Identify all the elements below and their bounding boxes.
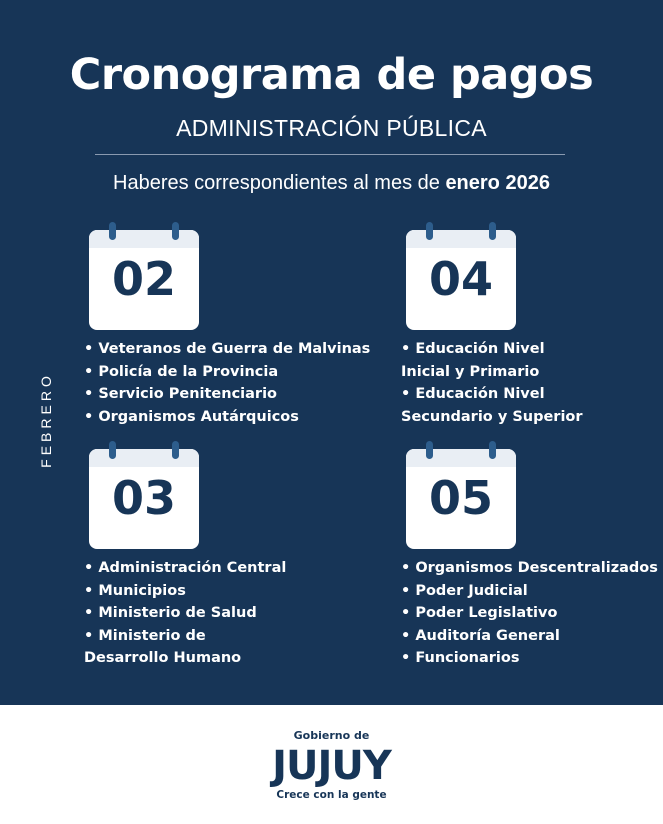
list-item: • Poder Legislativo <box>401 605 558 621</box>
list-item: • Organismos Autárquicos <box>84 408 299 425</box>
calendar-ring-right <box>172 441 179 459</box>
footer <box>0 705 663 824</box>
list-item: • Poder Judicial <box>401 582 528 599</box>
list-item: • Educación Nivel <box>401 386 545 402</box>
calendar-icon-04 <box>406 230 516 330</box>
list-item: • Auditoría General <box>401 627 560 644</box>
calendar-header-band <box>89 230 199 248</box>
calendar-ring-right <box>489 222 496 240</box>
month-side-label: FEBRERO <box>38 372 54 468</box>
calendar-icon-05 <box>406 449 516 549</box>
calendar-day-number: 03 <box>111 471 176 525</box>
calendar-day-number: 05 <box>428 471 493 525</box>
calendar-header-band <box>406 230 516 248</box>
list-item: • Municipios <box>84 582 186 599</box>
list-item: • Funcionarios <box>401 650 520 666</box>
list-item: • Educación Nivel <box>401 341 545 357</box>
calendar-ring-left <box>426 222 433 240</box>
list-item: • Ministerio de <box>84 627 206 644</box>
calendar-ring-right <box>172 222 179 240</box>
page-title: Cronograma de pagos <box>69 50 594 100</box>
list-item: Desarrollo Humano <box>84 650 242 666</box>
list-item: • Policía de la Provincia <box>84 363 279 380</box>
logo-tagline: Crece con la gente <box>276 789 387 801</box>
jujuy-logo <box>0 705 663 824</box>
list-day-05 <box>401 557 658 670</box>
calendar-day-number: 04 <box>428 252 493 306</box>
subhead-month: enero 2026 <box>445 172 550 194</box>
calendar-icon-02 <box>89 230 199 330</box>
calendar-ring-right <box>489 441 496 459</box>
list-item: Inicial y Primario <box>401 363 540 380</box>
list-item: • Servicio Penitenciario <box>84 386 278 402</box>
calendar-ring-left <box>426 441 433 459</box>
calendar-ring-left <box>109 441 116 459</box>
page-subtitle: ADMINISTRACIÓN PÚBLICA <box>176 115 487 141</box>
list-item: • Administración Central <box>84 560 287 576</box>
calendar-day-number: 02 <box>111 252 176 306</box>
calendar-header-band <box>406 449 516 467</box>
calendar-ring-left <box>109 222 116 240</box>
subhead-prefix: Haberes correspondientes al mes de <box>113 172 446 194</box>
list-item: • Organismos Descentralizados <box>401 560 658 576</box>
list-day-03 <box>84 557 286 670</box>
calendar-header-band <box>89 449 199 467</box>
divider <box>95 154 565 155</box>
list-item: • Veteranos de Guerra de Malvinas <box>84 341 371 357</box>
calendar-icon-03 <box>89 449 199 549</box>
list-item: Secundario y Superior <box>401 408 583 425</box>
logo-wordmark: JUJUY <box>272 743 391 789</box>
logo-gobierno-text: Gobierno de <box>293 729 370 742</box>
subhead <box>0 172 663 195</box>
list-day-02 <box>84 338 370 428</box>
list-item: • Ministerio de Salud <box>84 605 257 621</box>
list-day-04 <box>401 338 583 428</box>
